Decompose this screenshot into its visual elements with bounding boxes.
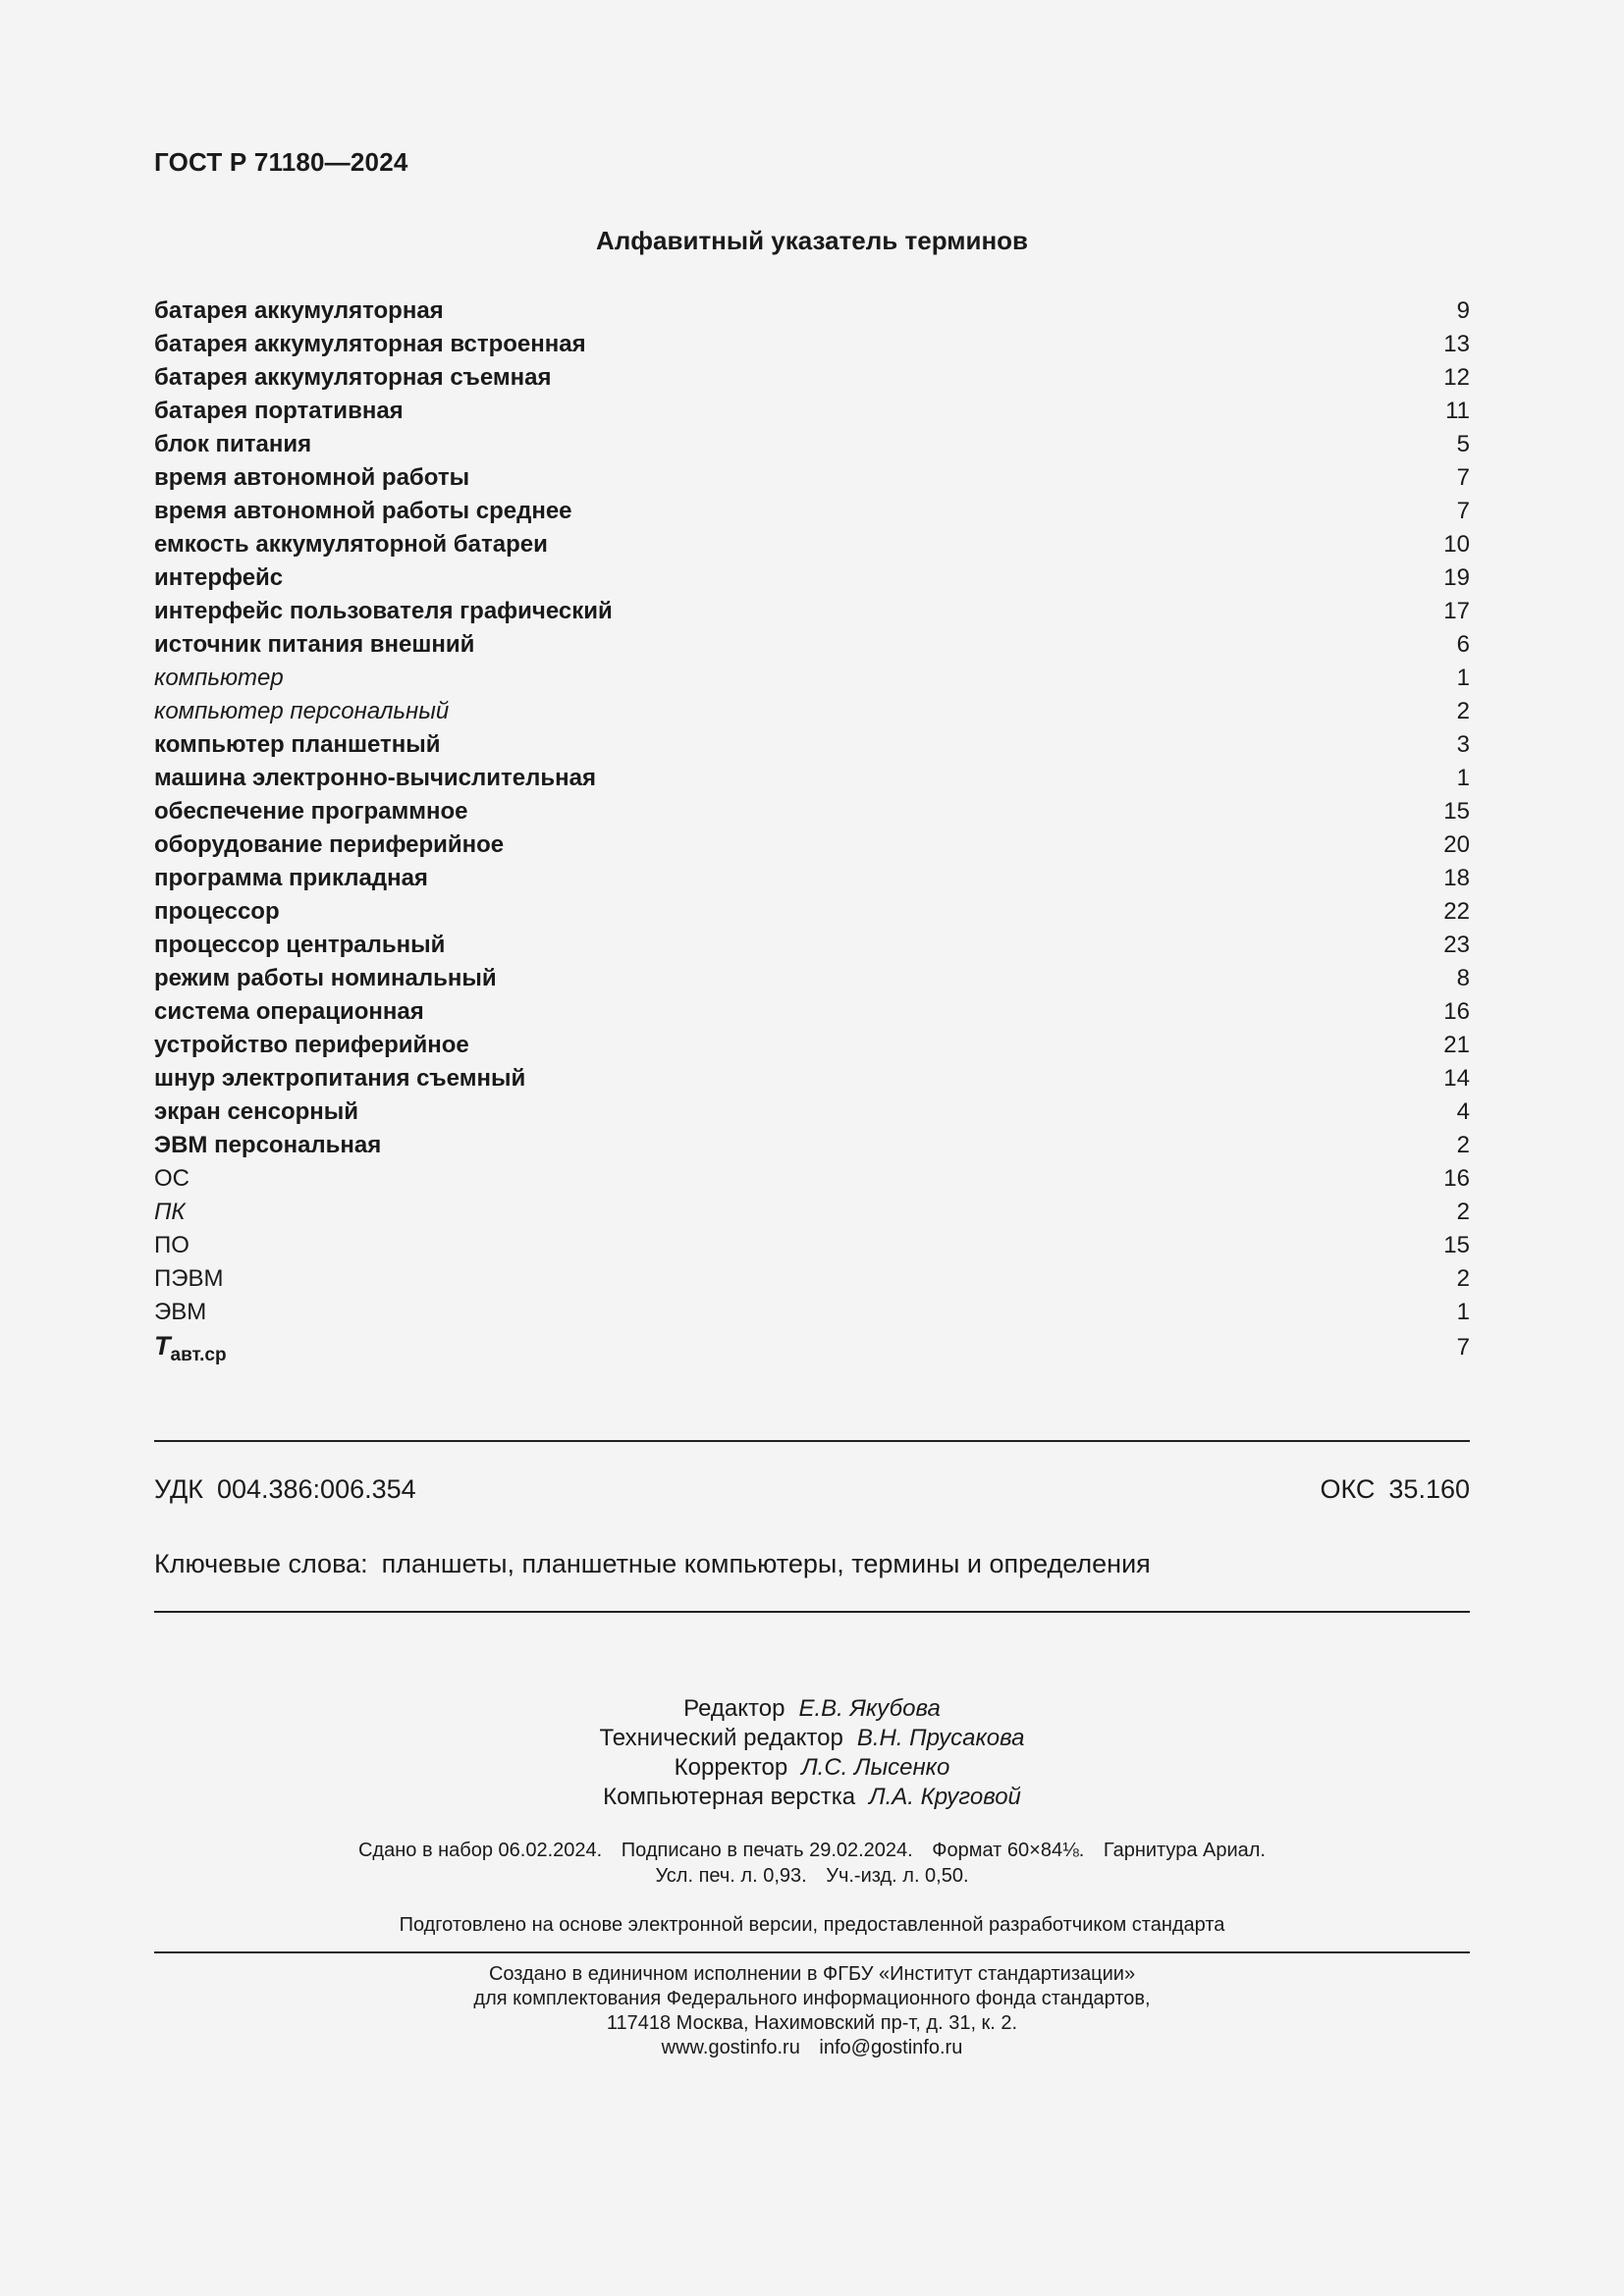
publisher-line-1: Создано в единичном исполнении в ФГБУ «Институт стандартизации» [488, 1963, 1136, 1985]
index-page-number: 4 [1456, 1098, 1470, 1125]
index-entry [154, 428, 1470, 461]
index-page-number: 20 [1443, 831, 1470, 858]
index-page-number: 23 [1443, 932, 1470, 958]
index-page-number: 1 [1456, 1299, 1470, 1325]
index-entry [154, 1062, 1470, 1095]
index-entry [154, 962, 1470, 995]
index-symbol-term [154, 1329, 227, 1372]
imprint-typeface: Гарнитура Ариал. [1103, 1840, 1266, 1861]
index-term: экран сенсорный [154, 1098, 359, 1125]
index-entry [154, 595, 1470, 628]
index-entry [154, 862, 1470, 895]
imprint-format: Формат 60×84⅛. [932, 1840, 1085, 1861]
index-term: батарея аккумуляторная [154, 297, 444, 324]
index-entry [154, 395, 1470, 428]
index-term: процессор [154, 898, 280, 925]
index-page-number: 16 [1443, 1165, 1470, 1192]
credit-name: Л.С. Лысенко [801, 1754, 950, 1781]
index-entry [154, 1196, 1470, 1229]
index-entry [154, 828, 1470, 862]
index-term: программа прикладная [154, 865, 428, 891]
credit-role: Корректор [674, 1754, 788, 1781]
udk-value: 004.386:006.354 [216, 1474, 416, 1504]
index-entry [154, 1129, 1470, 1162]
index-entry [154, 1095, 1470, 1129]
index-page-number: 2 [1456, 1265, 1470, 1292]
oks-code [1320, 1474, 1470, 1505]
index-page-number: 21 [1443, 1032, 1470, 1058]
index-symbol: T [154, 1331, 171, 1361]
index-term: устройство периферийное [154, 1032, 469, 1058]
publisher-email[interactable]: info@gostinfo.ru [819, 2037, 963, 2058]
index-term: источник питания внешний [154, 631, 475, 658]
index-entry [154, 495, 1470, 528]
index-term: компьютер [154, 665, 284, 691]
index-entry [154, 361, 1470, 395]
divider-bottom [154, 1951, 1470, 1953]
publisher-contacts [154, 2036, 1470, 2060]
index-page-number: 15 [1443, 1232, 1470, 1258]
index-page-number: 3 [1456, 731, 1470, 758]
index-entry [154, 561, 1470, 595]
index-term: ОС [154, 1165, 189, 1192]
index-term: компьютер планшетный [154, 731, 441, 758]
index-title: Алфавитный указатель терминов [595, 226, 1029, 255]
credit-name: В.Н. Прусакова [856, 1725, 1025, 1751]
index-page-number: 13 [1443, 331, 1470, 357]
index-entry [154, 1262, 1470, 1296]
publisher-line-2: для комплектования Федерального информационного фонда стандартов, [473, 1988, 1151, 2009]
credit-role: Технический редактор [599, 1725, 843, 1751]
index-entry [154, 1296, 1470, 1329]
index-term: емкость аккумуляторной батареи [154, 531, 548, 558]
index-page-number: 19 [1443, 564, 1470, 591]
index-entry [154, 728, 1470, 762]
index-page-number: 17 [1443, 598, 1470, 624]
index-term: шнур электропитания съемный [154, 1065, 526, 1092]
index-page-number: 8 [1456, 965, 1470, 991]
index-page-number: 22 [1443, 898, 1470, 925]
index-term: машина электронно-вычислительная [154, 765, 596, 791]
index-term: время автономной работы [154, 464, 470, 491]
credit-tech-editor [154, 1724, 1470, 1753]
index-term: оборудование периферийное [154, 831, 505, 858]
index-term: ЭВМ персональная [154, 1132, 382, 1158]
credit-role: Редактор [683, 1695, 785, 1722]
index-entry [154, 1229, 1470, 1262]
index-term: процессор центральный [154, 932, 446, 958]
index-entry [154, 1029, 1470, 1062]
keywords [154, 1549, 1151, 1579]
keywords-label: Ключевые слова: [154, 1549, 368, 1578]
index-term: ПЭВМ [154, 1265, 224, 1292]
index-page-number: 7 [1456, 1334, 1470, 1361]
index-entry [154, 795, 1470, 828]
index-term: система операционная [154, 998, 424, 1025]
imprint-block [154, 1838, 1470, 1889]
index-page-number: 1 [1456, 765, 1470, 791]
credit-editor [154, 1694, 1470, 1724]
index-page-number: 2 [1456, 1132, 1470, 1158]
credit-name: Л.А. Круговой [869, 1784, 1021, 1810]
index-entry [154, 628, 1470, 662]
imprint-line-2 [154, 1863, 1470, 1889]
index-page-number: 15 [1443, 798, 1470, 825]
index-term: компьютер персональный [154, 698, 450, 724]
index-term: батарея портативная [154, 398, 404, 424]
udk-code [154, 1474, 416, 1505]
divider-middle [154, 1611, 1470, 1613]
publisher-block [154, 1962, 1470, 2060]
credit-role: Компьютерная верстка [603, 1784, 856, 1810]
credit-name: Е.В. Якубова [798, 1695, 941, 1722]
index-page-number: 9 [1456, 297, 1470, 324]
index-entry [154, 762, 1470, 795]
index-entry [154, 929, 1470, 962]
index-page-number: 6 [1456, 631, 1470, 658]
standard-code: ГОСТ Р 71180—2024 [154, 147, 408, 177]
index-page-number: 7 [1456, 498, 1470, 524]
index-term: интерфейс пользователя графический [154, 598, 613, 624]
index-page-number: 2 [1456, 698, 1470, 724]
index-page-number: 5 [1456, 431, 1470, 457]
index-entry [154, 995, 1470, 1029]
publisher-line-3: 117418 Москва, Нахимовский пр-т, д. 31, к. 2. [606, 2012, 1018, 2034]
index-entry [154, 461, 1470, 495]
imprint-submitted: Сдано в набор 06.02.2024. [357, 1840, 603, 1861]
index-term: время автономной работы среднее [154, 498, 572, 524]
index-page-number: 14 [1443, 1065, 1470, 1092]
index-term: интерфейс [154, 564, 284, 591]
udk-label: УДК [154, 1474, 203, 1504]
index-page-number: 10 [1443, 531, 1470, 558]
index-term: батарея аккумуляторная встроенная [154, 331, 586, 357]
keywords-value: планшеты, планшетные компьютеры, термины и определения [381, 1549, 1151, 1578]
index-entry [154, 328, 1470, 361]
imprint-line-1 [154, 1838, 1470, 1863]
index-page-number: 1 [1456, 665, 1470, 691]
term-index-list [154, 294, 1470, 1365]
index-entry [154, 294, 1470, 328]
index-entry [154, 695, 1470, 728]
index-term: ЭВМ [154, 1299, 207, 1325]
oks-label: ОКС [1320, 1474, 1376, 1504]
credit-layout [154, 1783, 1470, 1812]
index-term: режим работы номинальный [154, 965, 497, 991]
index-term: обеспечение программное [154, 798, 468, 825]
index-symbol-subscript: авт.ср [170, 1345, 227, 1365]
index-entry-symbol [154, 1329, 1470, 1365]
index-entry [154, 662, 1470, 695]
index-page-number: 18 [1443, 865, 1470, 891]
divider-top [154, 1440, 1470, 1442]
credit-corrector [154, 1753, 1470, 1783]
prepared-note: Подготовлено на основе электронной версии, предоставленной разработчиком стандарта [399, 1914, 1225, 1936]
index-page-number: 16 [1443, 998, 1470, 1025]
credits-block [154, 1694, 1470, 1812]
index-page-number: 7 [1456, 464, 1470, 491]
publisher-website[interactable]: www.gostinfo.ru [661, 2037, 800, 2058]
index-entry [154, 528, 1470, 561]
index-page-number: 11 [1445, 398, 1470, 424]
oks-value: 35.160 [1388, 1474, 1470, 1504]
imprint-print-sheets: Усл. печ. л. 0,93. [655, 1865, 807, 1887]
index-page-number: 2 [1456, 1199, 1470, 1225]
index-term: блок питания [154, 431, 312, 457]
index-term: батарея аккумуляторная съемная [154, 364, 552, 391]
index-page-number: 12 [1443, 364, 1470, 391]
index-term: ПК [154, 1199, 186, 1225]
index-entry [154, 1162, 1470, 1196]
index-term: ПО [154, 1232, 189, 1258]
imprint-publish-sheets: Уч.-изд. л. 0,50. [826, 1865, 969, 1887]
index-entry [154, 895, 1470, 929]
document-page [154, 0, 1470, 2296]
imprint-signed: Подписано в печать 29.02.2024. [621, 1840, 913, 1861]
